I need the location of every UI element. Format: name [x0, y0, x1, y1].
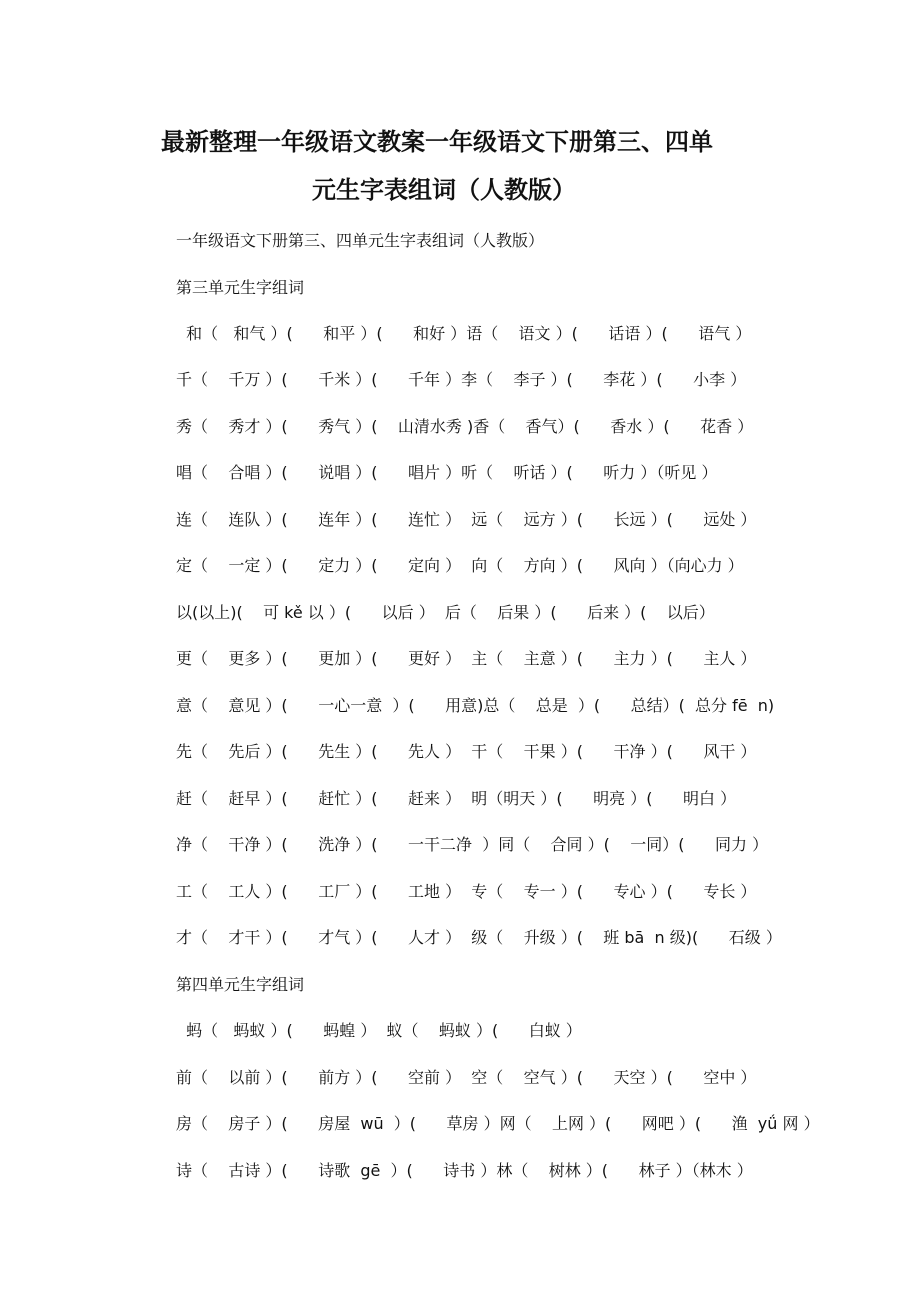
- section-3-line: 连（ 连队 ）( 连年 ）( 连忙 ） 远（ 远方 ）( 长远 ）( 远处 ）: [176, 510, 757, 529]
- section-3-line: 先（ 先后 ）( 先生 ）( 先人 ） 干（ 干果 ）( 干净 ）( 风干 ）: [176, 742, 757, 761]
- section-3-line: 定（ 一定 ）( 定力 ）( 定向 ） 向（ 方向 ）( 风向 ）（向心力 ）: [176, 556, 744, 575]
- section-4-line: 诗（ 古诗 ）( 诗歌 gē ）( 诗书 ）林（ 树林 ）( 林子 ）（林木 ）: [176, 1161, 753, 1180]
- section-3-line: 更（ 更多 ）( 更加 ）( 更好 ） 主（ 主意 ）( 主力 ）( 主人 ）: [176, 649, 757, 668]
- section-3-line: 秀（ 秀才 ）( 秀气 ）( 山清水秀 )香（ 香气）( 香水 ）( 花香 ）: [176, 417, 754, 436]
- section-3-line: 以(以上)( 可 kě 以 ）( 以后 ） 后（ 后果 ）( 后来 ）( 以后）: [176, 603, 715, 622]
- section-3-line: 唱（ 合唱 ）( 说唱 ）( 唱片 ）听（ 听话 ）( 听力 ）（听见 ）: [176, 463, 718, 482]
- document-title-line-2: 元生字表组词（人教版）: [312, 176, 576, 204]
- section-4-line: 蚂（ 蚂蚁 ）( 蚂蝗 ） 蚁（ 蚂蚁 ）( 白蚁 ）: [176, 1021, 582, 1040]
- section-3-line: 净（ 干净 ）( 洗净 ）( 一干二净 ）同（ 合同 ）( 一同）( 同力 ）: [176, 835, 769, 854]
- section-3-line: 意（ 意见 ）( 一心一意 ）( 用意)总（ 总是 ）( 总结）( 总分 fē n): [176, 696, 775, 715]
- section-3-line: 千（ 千万 ）( 千米 ）( 千年 ）李（ 李子 ）( 李花 ）( 小李 ）: [176, 370, 747, 389]
- section-4-heading: 第四单元生字组词: [176, 975, 305, 994]
- section-4-line: 房（ 房子 ）( 房屋 wū ）( 草房 ）网（ 上网 ）( 网吧 ）( 渔 yǘ 网 ）: [176, 1114, 820, 1133]
- section-3-line: 和（ 和气 ）( 和平 ）( 和好 ）语（ 语文 ）( 话语 ）( 语气 ）: [176, 324, 752, 343]
- document-title-line-1: 最新整理一年级语文教案一年级语文下册第三、四单: [161, 128, 713, 156]
- document-subtitle: 一年级语文下册第三、四单元生字表组词（人教版）: [176, 231, 545, 250]
- section-3-line: 才（ 才干 ）( 才气 ）( 人才 ） 级（ 升级 ）( 班 bā n 级)( 石级 ）: [176, 928, 782, 947]
- section-4-line: 前（ 以前 ）( 前方 ）( 空前 ） 空（ 空气 ）( 天空 ）( 空中 ）: [176, 1068, 757, 1087]
- section-3-line: 赶（ 赶早 ）( 赶忙 ）( 赶来 ） 明（明天 ）( 明亮 ）( 明白 ）: [176, 789, 737, 808]
- section-3-line: 工（ 工人 ）( 工厂 ）( 工地 ） 专（ 专一 ）( 专心 ）( 专长 ）: [176, 882, 757, 901]
- section-3-heading: 第三单元生字组词: [176, 278, 305, 297]
